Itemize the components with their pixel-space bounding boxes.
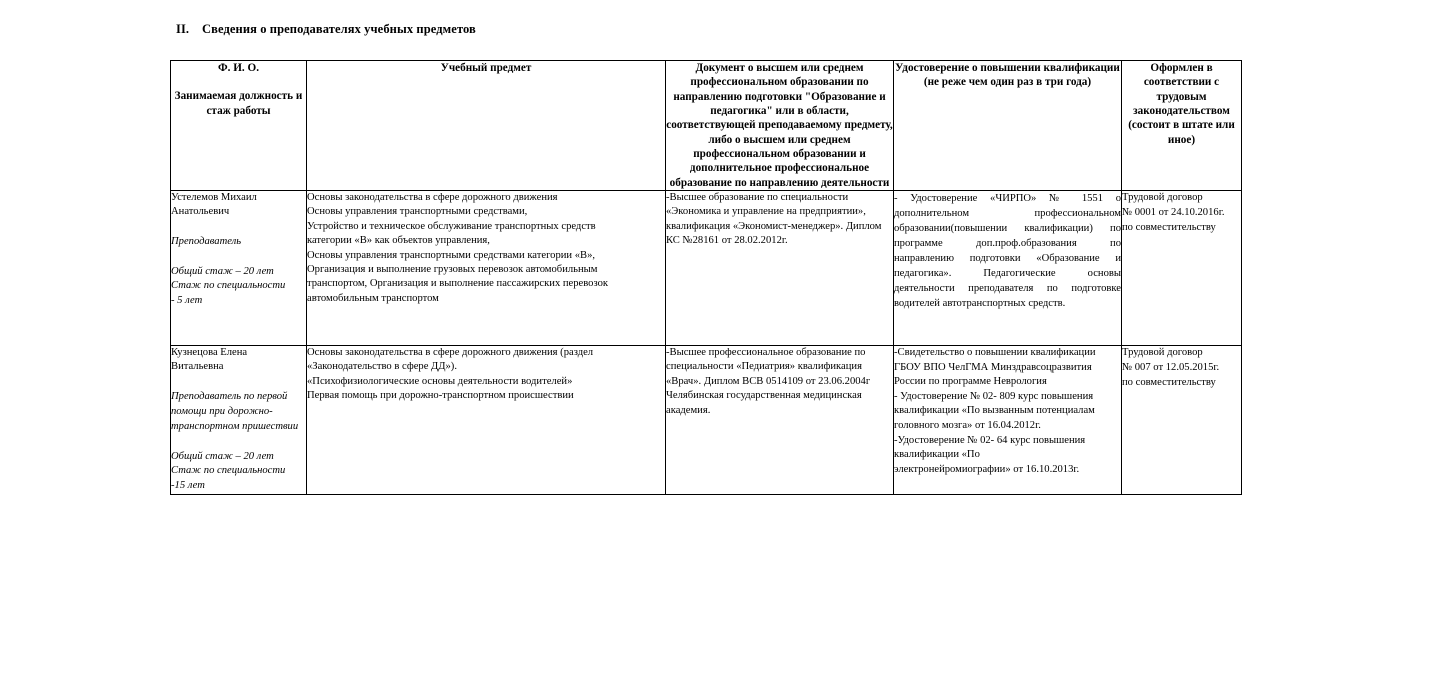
teacher-name-line: Витальевна (171, 361, 224, 373)
column-header-subject (307, 61, 666, 191)
contract-line: Трудовой договор (1122, 191, 1203, 203)
cell-qualification-certificate (894, 190, 1122, 345)
teacher-name-line: Устелемов Михаил (171, 191, 257, 203)
subject-line: Организация и выполнение грузовых перевозок автомобильным (307, 263, 598, 275)
education-line: специальности «Педиатрия» квалификация (666, 361, 862, 373)
subject-list (307, 346, 665, 404)
teacher-name-line: Анатольевич (171, 206, 230, 218)
certificate-line: - Удостоверение № 02- 809 курс повышения (894, 390, 1094, 402)
column-header-education-document-text: Документ о высшем или среднем профессиональном образовании по направлению подготовки "Образование и педагогика" или в области, соответствующей преподаваемому предмету, либо о высшем или среднем профессиональном образовании и дополнительное профессиональное образование по направлению деятельности (666, 62, 893, 189)
experience-line: Стаж по специальности (171, 465, 286, 477)
certificate-line: -Свидетельство о повышении квалификации (894, 346, 1096, 358)
column-header-education-document (666, 61, 894, 191)
education-line: КС №28161 от 28.02.2012г. (666, 235, 788, 247)
subject-line: «Психофизиологические основы деятельности водителей» (307, 375, 573, 387)
education-line: -Высшее профессиональное образование по (666, 346, 866, 358)
contract-info (1122, 346, 1241, 390)
education-line: -Высшее образование по специальности (666, 191, 849, 203)
cell-teacher-name (171, 190, 307, 345)
teachers-table (170, 60, 1242, 495)
contract-line: по совместительству (1122, 376, 1216, 388)
teacher-experience (171, 450, 306, 494)
certificate-line: России по программе Неврология (894, 376, 1047, 388)
table-body (171, 190, 1242, 494)
subject-line: Основы законодательства в сфере дорожного движения (раздел (307, 346, 594, 358)
cell-education-document (666, 345, 894, 494)
cell-employment-status (1122, 345, 1242, 494)
column-header-employment-status-text: Оформлен в соответствии с трудовым законодательством (состоит в штате или иное) (1128, 62, 1235, 146)
certificate-line: -Удостоверение № 02- 64 курс повышения (894, 434, 1086, 446)
contract-line: № 007 от 12.05.2015г. (1122, 361, 1220, 373)
education-line: академия. (666, 404, 711, 416)
subject-line: категории «В» как объектов управления, (307, 235, 490, 247)
education-line: Челябинская государственная медицинская (666, 390, 862, 402)
column-header-fio (171, 61, 307, 191)
certificate-line: электронейромиографии» от 16.10.2013г. (894, 463, 1080, 475)
table-row (171, 190, 1242, 345)
teacher-position: Преподаватель по первой помощи при дорожно-транспортном пришествии (171, 390, 299, 432)
cell-qualification-certificate (894, 345, 1122, 494)
certificate-line: ГБОУ ВПО ЧелГМА Минздравсоцразвития (894, 361, 1092, 373)
subject-line: транспортом, Организация и выполнение пассажирских перевозок (307, 278, 609, 290)
cell-education-document (666, 190, 894, 345)
column-header-qualification-certificate-text: Удостоверение о повышении квалификации (не реже чем один раз в три года) (895, 62, 1120, 89)
cell-subjects (307, 190, 666, 345)
cell-teacher-name (171, 345, 307, 494)
table-row (171, 345, 1242, 494)
subject-line: Основы управления транспортными средствами категории «В», (307, 249, 596, 261)
column-header-employment-status (1122, 61, 1242, 191)
subject-line: Устройство и техническое обслуживание транспортных средств (307, 220, 596, 232)
subject-line: Основы законодательства в сфере дорожного движения (307, 191, 558, 203)
education-line: квалификация «Экономист-менеджер». Диплом (666, 220, 882, 232)
teacher-name-line: Кузнецова Елена (171, 346, 248, 358)
contract-line: № 0001 от 24.10.2016г. (1122, 206, 1225, 218)
cell-employment-status (1122, 190, 1242, 345)
subject-line: Первая помощь при дорожно-транспортном происшествии (307, 390, 574, 402)
subject-line: автомобильным транспортом (307, 292, 439, 304)
certificate-line: квалификации «По (894, 449, 980, 461)
contract-line: Трудовой договор (1122, 346, 1203, 358)
teacher-experience (171, 265, 306, 309)
contract-line: по совместительству (1122, 221, 1216, 233)
cell-subjects (307, 345, 666, 494)
table-header-row (171, 61, 1242, 191)
table-header (171, 61, 1242, 191)
subject-line: Основы управления транспортными средствами, (307, 206, 528, 218)
subject-list (307, 191, 665, 306)
column-header-subject-text: Учебный предмет (440, 62, 532, 74)
subject-line: «Законодательство в сфере ДД»). (307, 361, 457, 373)
experience-line: -15 лет (171, 480, 205, 492)
column-header-fio-sub: Занимаемая должность и стаж работы (174, 90, 303, 117)
experience-line: Стаж по специальности (171, 280, 286, 292)
teacher-position: Преподаватель (171, 235, 242, 247)
certificate-line: квалификации «По вызванным потенциалам (894, 405, 1095, 417)
education-line: «Экономика и управление на предприятии», (666, 206, 866, 218)
experience-line: Общий стаж – 20 лет (171, 450, 274, 462)
certificate-line: головного мозга» от 16.04.2012г. (894, 420, 1041, 431)
page-title (176, 22, 476, 37)
section-title-text: Сведения о преподавателях учебных предметов (202, 22, 476, 36)
experience-line: Общий стаж – 20 лет (171, 265, 274, 277)
experience-line: - 5 лет (171, 295, 203, 307)
column-header-fio-main: Ф. И. О. (218, 62, 259, 74)
section-numeral: II. (176, 22, 190, 36)
education-line: «Врач». Диплом ВСВ 0514109 от 23.06.2004г (666, 375, 871, 387)
contract-info (1122, 191, 1241, 235)
certificate-text: - Удостоверение «ЧИРПО» № 1551 о дополнительном профессиональном образовании(повышении квалификации) по программе доп.проф.образования по направлению подготовки «Образование и педагогика». Педагогические основы деятельности преподавателя по подготовке водителей автотранспортных средств. (894, 192, 1121, 310)
column-header-qualification-certificate (894, 61, 1122, 191)
